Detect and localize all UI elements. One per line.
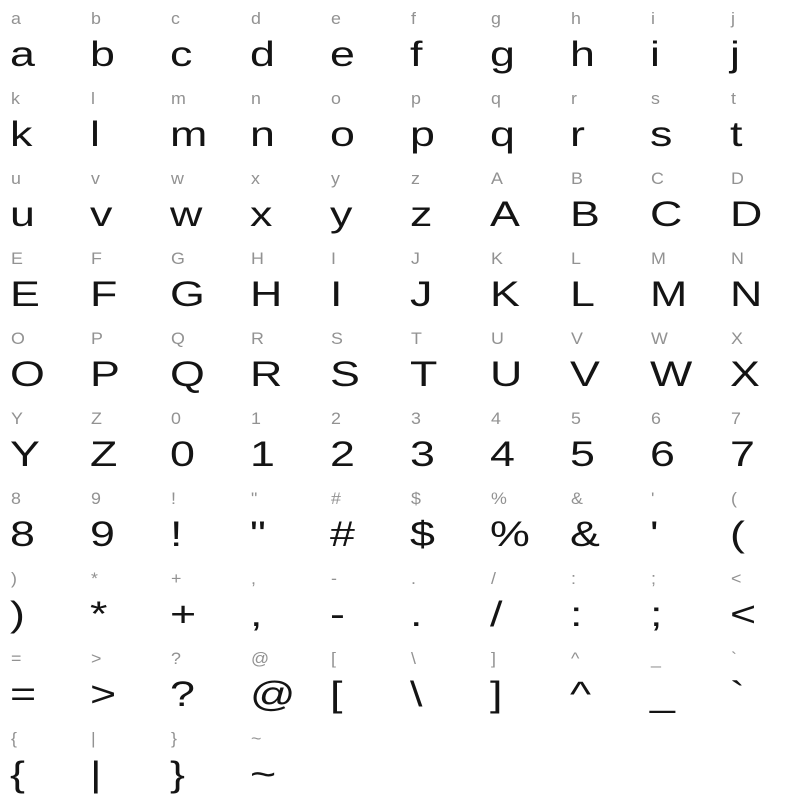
charmap-cell <box>240 80 320 160</box>
charmap-cell-glyph: $ <box>410 515 435 554</box>
charmap-cell-label: G <box>171 249 185 268</box>
charmap-cell-glyph: > <box>90 675 117 714</box>
charmap-cell-label: p <box>411 89 421 108</box>
charmap-cell <box>560 240 640 320</box>
charmap-cell <box>320 400 400 480</box>
charmap-cell-glyph: c <box>170 35 193 74</box>
charmap-cell <box>0 320 80 400</box>
charmap-cell-glyph: ; <box>650 595 663 634</box>
charmap-cell-glyph: L <box>570 275 595 314</box>
charmap-cell-label: 8 <box>11 489 21 508</box>
charmap-cell-glyph: Y <box>10 435 40 474</box>
charmap-cell-label: y <box>331 169 340 188</box>
charmap-cell <box>480 240 560 320</box>
charmap-cell-label: ~ <box>251 729 262 748</box>
charmap-cell-label: t <box>731 89 736 108</box>
charmap-cell <box>560 80 640 160</box>
charmap-cell-glyph: j <box>730 35 740 74</box>
charmap-cell <box>320 480 400 560</box>
charmap-cell <box>480 160 560 240</box>
charmap-cell-glyph: - <box>330 595 345 634</box>
charmap-cell <box>400 560 480 640</box>
charmap-cell <box>720 160 800 240</box>
charmap-cell <box>400 80 480 160</box>
charmap-cell-glyph: 8 <box>10 515 35 554</box>
charmap-cell <box>640 0 720 80</box>
charmap-cell <box>320 160 400 240</box>
charmap-cell-glyph: 5 <box>570 435 595 474</box>
charmap-cell-glyph: b <box>90 35 115 74</box>
charmap-cell <box>480 320 560 400</box>
charmap-cell-label: N <box>731 249 744 268</box>
charmap-cell-glyph: r <box>570 115 585 154</box>
charmap-cell-label: 6 <box>651 409 661 428</box>
charmap-cell-label: , <box>251 569 256 588</box>
charmap-cell-glyph: H <box>250 275 283 314</box>
charmap-cell <box>560 480 640 560</box>
charmap-cell-glyph: Z <box>90 435 118 474</box>
charmap-cell-glyph: # <box>330 515 355 554</box>
charmap-cell-glyph: P <box>90 355 120 394</box>
charmap-cell <box>240 480 320 560</box>
charmap-cell-glyph: J <box>410 275 433 314</box>
charmap-cell-label: b <box>91 9 101 28</box>
charmap-cell-label: [ <box>331 649 336 668</box>
charmap-cell <box>400 480 480 560</box>
charmap-cell-label: 9 <box>91 489 101 508</box>
charmap-cell-glyph: ~ <box>250 755 277 794</box>
charmap-cell <box>160 480 240 560</box>
charmap-cell <box>720 240 800 320</box>
charmap-cell-label: C <box>651 169 664 188</box>
charmap-cell-label: c <box>171 9 180 28</box>
charmap-cell-label: F <box>91 249 102 268</box>
charmap-cell-glyph: " <box>250 515 266 554</box>
charmap-cell-label: + <box>171 569 182 588</box>
charmap-cell-glyph: ' <box>650 515 659 554</box>
charmap-cell-label: % <box>491 489 507 508</box>
charmap-cell <box>320 0 400 80</box>
charmap-cell-glyph: X <box>730 355 760 394</box>
charmap-cell-label: i <box>651 9 655 28</box>
charmap-cell-label: < <box>731 569 742 588</box>
charmap-cell-label: ? <box>171 649 181 668</box>
charmap-cell <box>720 560 800 640</box>
charmap-cell-glyph: W <box>650 355 693 394</box>
charmap-cell-label: $ <box>411 489 421 508</box>
charmap-cell-glyph: f <box>410 35 423 74</box>
charmap-cell-label: ( <box>731 489 737 508</box>
charmap-cell-glyph: B <box>570 195 600 234</box>
charmap-cell <box>640 480 720 560</box>
charmap-cell <box>480 400 560 480</box>
charmap-cell <box>400 640 480 720</box>
charmap-cell-glyph: n <box>250 115 275 154</box>
charmap-cell-label: e <box>331 9 341 28</box>
charmap-cell-glyph: , <box>250 595 263 634</box>
charmap-cell <box>240 320 320 400</box>
charmap-cell-glyph: S <box>330 355 360 394</box>
charmap-cell <box>160 720 240 800</box>
charmap-cell <box>0 240 80 320</box>
charmap-cell-glyph: d <box>250 35 275 74</box>
charmap-cell-glyph: / <box>490 595 503 634</box>
charmap-cell-glyph: 2 <box>330 435 355 474</box>
charmap-cell-glyph: k <box>10 115 33 154</box>
charmap-cell-glyph: i <box>650 35 660 74</box>
charmap-cell-glyph: G <box>170 275 205 314</box>
charmap-cell <box>80 320 160 400</box>
charmap-cell-glyph: z <box>410 195 433 234</box>
charmap-cell <box>160 320 240 400</box>
charmap-cell-label: 4 <box>491 409 501 428</box>
charmap-cell-label: f <box>411 9 416 28</box>
charmap-cell-glyph: @ <box>250 675 296 714</box>
charmap-cell <box>240 400 320 480</box>
charmap-cell <box>240 640 320 720</box>
charmap-cell-glyph: | <box>90 755 102 794</box>
charmap-cell-label: v <box>91 169 100 188</box>
charmap-cell <box>80 0 160 80</box>
charmap-cell-label: 1 <box>251 409 261 428</box>
charmap-cell-glyph: l <box>90 115 100 154</box>
charmap-cell <box>720 400 800 480</box>
charmap-cell-glyph: ] <box>490 675 503 714</box>
charmap-cell-glyph: ! <box>170 515 183 554</box>
charmap-cell <box>160 80 240 160</box>
charmap-cell-label: u <box>11 169 21 188</box>
charmap-cell <box>480 560 560 640</box>
charmap-cell <box>80 640 160 720</box>
charmap-cell <box>80 480 160 560</box>
charmap-cell-label: D <box>731 169 744 188</box>
charmap-cell-glyph: 7 <box>730 435 755 474</box>
charmap-cell-glyph: 1 <box>250 435 275 474</box>
charmap-cell-label: S <box>331 329 343 348</box>
charmap-cell <box>640 640 720 720</box>
charmap-cell-glyph: * <box>90 595 108 634</box>
charmap-cell <box>240 160 320 240</box>
charmap-cell-label: K <box>491 249 503 268</box>
charmap-cell-label: @ <box>251 649 270 668</box>
charmap-cell <box>480 480 560 560</box>
charmap-cell-label: M <box>651 249 666 268</box>
charmap-cell-label: } <box>171 729 177 748</box>
charmap-cell-glyph: o <box>330 115 355 154</box>
charmap-cell <box>640 400 720 480</box>
charmap-cell-label: V <box>571 329 583 348</box>
charmap-cell-glyph: E <box>10 275 40 314</box>
charmap-cell-label: z <box>411 169 420 188</box>
charmap-cell-glyph: & <box>570 515 600 554</box>
charmap-cell <box>720 640 800 720</box>
charmap-cell-glyph: a <box>10 35 35 74</box>
charmap-cell-label: : <box>571 569 576 588</box>
charmap-cell-glyph: m <box>170 115 208 154</box>
charmap-cell-label: 5 <box>571 409 581 428</box>
charmap-cell-glyph: U <box>490 355 523 394</box>
charmap-cell-glyph: V <box>570 355 600 394</box>
charmap-cell-glyph: D <box>730 195 763 234</box>
charmap-cell-label: L <box>571 249 581 268</box>
charmap-cell <box>640 240 720 320</box>
charmap-cell <box>320 80 400 160</box>
charmap-cell-glyph: 3 <box>410 435 435 474</box>
charmap-cell-label: E <box>11 249 23 268</box>
charmap-cell <box>160 560 240 640</box>
charmap-cell-label: . <box>411 569 416 588</box>
charmap-cell <box>320 320 400 400</box>
charmap-cell-label: 3 <box>411 409 421 428</box>
charmap-cell <box>560 560 640 640</box>
charmap-cell-glyph: g <box>490 35 515 74</box>
charmap-cell <box>160 0 240 80</box>
charmap-cell-label: _ <box>651 649 661 668</box>
charmap-cell-label: H <box>251 249 264 268</box>
charmap-cell-glyph: ` <box>730 675 745 714</box>
charmap-cell <box>80 240 160 320</box>
charmap-cell <box>0 720 80 800</box>
charmap-cell-label: A <box>491 169 503 188</box>
charmap-cell-glyph: w <box>170 195 203 234</box>
charmap-cell-glyph: s <box>650 115 673 154</box>
charmap-cell <box>0 480 80 560</box>
charmap-cell-glyph: \ <box>410 675 423 714</box>
charmap-cell <box>480 80 560 160</box>
charmap-cell-label: l <box>91 89 95 108</box>
charmap-cell-label: J <box>411 249 420 268</box>
charmap-cell-label: q <box>491 89 501 108</box>
charmap-cell-glyph: 0 <box>170 435 195 474</box>
charmap-cell-label: / <box>491 569 496 588</box>
charmap-cell <box>560 160 640 240</box>
charmap-cell-label: o <box>331 89 341 108</box>
charmap-cell <box>400 160 480 240</box>
charmap-cell <box>720 80 800 160</box>
charmap-cell-glyph: R <box>250 355 283 394</box>
charmap-cell <box>80 80 160 160</box>
charmap-cell-glyph: A <box>490 195 520 234</box>
charmap-cell-glyph: y <box>330 195 353 234</box>
charmap-cell-label: a <box>11 9 21 28</box>
charmap-cell-label: U <box>491 329 504 348</box>
charmap-cell-glyph: M <box>650 275 688 314</box>
charmap-cell-label: { <box>11 729 17 748</box>
charmap-cell <box>80 400 160 480</box>
charmap-cell <box>240 720 320 800</box>
charmap-cell-label: ; <box>651 569 656 588</box>
charmap-cell-glyph: : <box>570 595 583 634</box>
charmap-cell-label: 2 <box>331 409 341 428</box>
charmap-cell-glyph: K <box>490 275 520 314</box>
charmap-cell-label: ! <box>171 489 176 508</box>
charmap-cell <box>0 0 80 80</box>
charmap-cell-label: ^ <box>571 649 580 668</box>
charmap-cell-glyph: C <box>650 195 683 234</box>
charmap-cell-label: B <box>571 169 583 188</box>
charmap-cell-label: r <box>571 89 577 108</box>
charmap-cell-glyph: T <box>410 355 438 394</box>
charmap-cell <box>400 0 480 80</box>
charmap-cell-label: \ <box>411 649 416 668</box>
charmap-cell <box>560 400 640 480</box>
charmap-cell-label: 7 <box>731 409 741 428</box>
charmap-cell <box>320 640 400 720</box>
charmap-cell-label: m <box>171 89 186 108</box>
charmap-cell-glyph: < <box>730 595 757 634</box>
charmap-cell-glyph: 6 <box>650 435 675 474</box>
charmap-cell-glyph: Q <box>170 355 205 394</box>
charmap-cell-label: & <box>571 489 583 508</box>
charmap-cell-label: ) <box>11 569 17 588</box>
charmap-cell-label: k <box>11 89 20 108</box>
charmap-cell <box>640 320 720 400</box>
charmap-cell-glyph: u <box>10 195 35 234</box>
charmap-cell <box>480 0 560 80</box>
charmap-cell-label: * <box>91 569 98 588</box>
charmap-cell-glyph: } <box>170 755 185 794</box>
charmap-cell <box>0 400 80 480</box>
charmap-cell-label: d <box>251 9 261 28</box>
charmap-cell-label: W <box>651 329 668 348</box>
charmap-cell-glyph: + <box>170 595 197 634</box>
charmap-cell <box>0 160 80 240</box>
charmap-cell-label: Y <box>11 409 23 428</box>
charmap-cell-glyph: ( <box>730 515 745 554</box>
charmap-cell-glyph: e <box>330 35 355 74</box>
charmap-cell-label: - <box>331 569 337 588</box>
charmap-cell-label: I <box>331 249 336 268</box>
charmap-cell-label: h <box>571 9 581 28</box>
charmap-cell <box>160 240 240 320</box>
charmap-cell <box>0 560 80 640</box>
charmap-cell-label: T <box>411 329 422 348</box>
charmap-cell-label: P <box>91 329 103 348</box>
charmap-cell-glyph: { <box>10 755 25 794</box>
charmap-cell-label: ] <box>491 649 496 668</box>
charmap-cell-glyph: x <box>250 195 273 234</box>
charmap-cell-glyph: 4 <box>490 435 515 474</box>
charmap-cell-glyph: O <box>10 355 45 394</box>
charmap-cell-glyph: v <box>90 195 113 234</box>
charmap-cell-label: = <box>11 649 22 668</box>
charmap-cell <box>400 240 480 320</box>
charmap-cell-label: R <box>251 329 264 348</box>
charmap-cell-label: ' <box>651 489 655 508</box>
charmap-cell-glyph: F <box>90 275 118 314</box>
charmap-cell-label: j <box>731 9 735 28</box>
charmap-cell <box>320 240 400 320</box>
charmap-cell <box>0 640 80 720</box>
charmap-cell <box>160 640 240 720</box>
charmap-cell <box>80 560 160 640</box>
charmap-cell <box>640 160 720 240</box>
charmap-cell <box>720 480 800 560</box>
charmap-cell-glyph: q <box>490 115 515 154</box>
charmap-cell-glyph: _ <box>650 675 675 714</box>
charmap-cell-label: g <box>491 9 501 28</box>
charmap-cell <box>80 160 160 240</box>
charmap-cell-glyph: p <box>410 115 435 154</box>
charmap-cell-glyph: ) <box>10 595 25 634</box>
charmap-cell-label: " <box>251 489 258 508</box>
charmap-cell <box>560 0 640 80</box>
charmap-cell <box>160 160 240 240</box>
charmap-cell-glyph: ^ <box>570 675 592 714</box>
charmap-cell-glyph: [ <box>330 675 343 714</box>
charmap-cell <box>720 320 800 400</box>
charmap-cell <box>560 320 640 400</box>
charmap-cell <box>240 560 320 640</box>
charmap-cell-glyph: h <box>570 35 595 74</box>
charmap-cell-label: > <box>91 649 102 668</box>
charmap-cell-label: 0 <box>171 409 181 428</box>
charmap-cell-glyph: I <box>330 275 343 314</box>
charmap-cell-label: ` <box>731 649 737 668</box>
charmap-cell-glyph: . <box>410 595 423 634</box>
charmap-cell <box>80 720 160 800</box>
charmap-cell <box>640 80 720 160</box>
charmap-cell <box>480 640 560 720</box>
charmap-cell-label: | <box>91 729 96 748</box>
charmap-cell-glyph: N <box>730 275 763 314</box>
charmap-cell <box>240 240 320 320</box>
charmap-cell <box>320 560 400 640</box>
charmap-cell <box>240 0 320 80</box>
charmap-cell <box>400 320 480 400</box>
charmap-cell-glyph: % <box>490 515 530 554</box>
charmap-cell <box>160 400 240 480</box>
charmap-cell <box>640 560 720 640</box>
charmap-cell-label: X <box>731 329 743 348</box>
charmap-cell <box>560 640 640 720</box>
charmap-cell-label: O <box>11 329 25 348</box>
charmap-cell <box>0 80 80 160</box>
charmap-cell-label: # <box>331 489 341 508</box>
charmap-cell-glyph: ? <box>170 675 195 714</box>
charmap-cell-label: Q <box>171 329 185 348</box>
charmap-cell <box>400 400 480 480</box>
charmap-cell-glyph: 9 <box>90 515 115 554</box>
charmap-cell-label: n <box>251 89 261 108</box>
charmap-cell-label: s <box>651 89 660 108</box>
charmap-cell <box>720 0 800 80</box>
charmap-cell-label: w <box>171 169 184 188</box>
charmap-cell-glyph: t <box>730 115 743 154</box>
charmap-cell-glyph: = <box>10 675 37 714</box>
charmap-cell-label: x <box>251 169 260 188</box>
charmap-cell-label: Z <box>91 409 102 428</box>
